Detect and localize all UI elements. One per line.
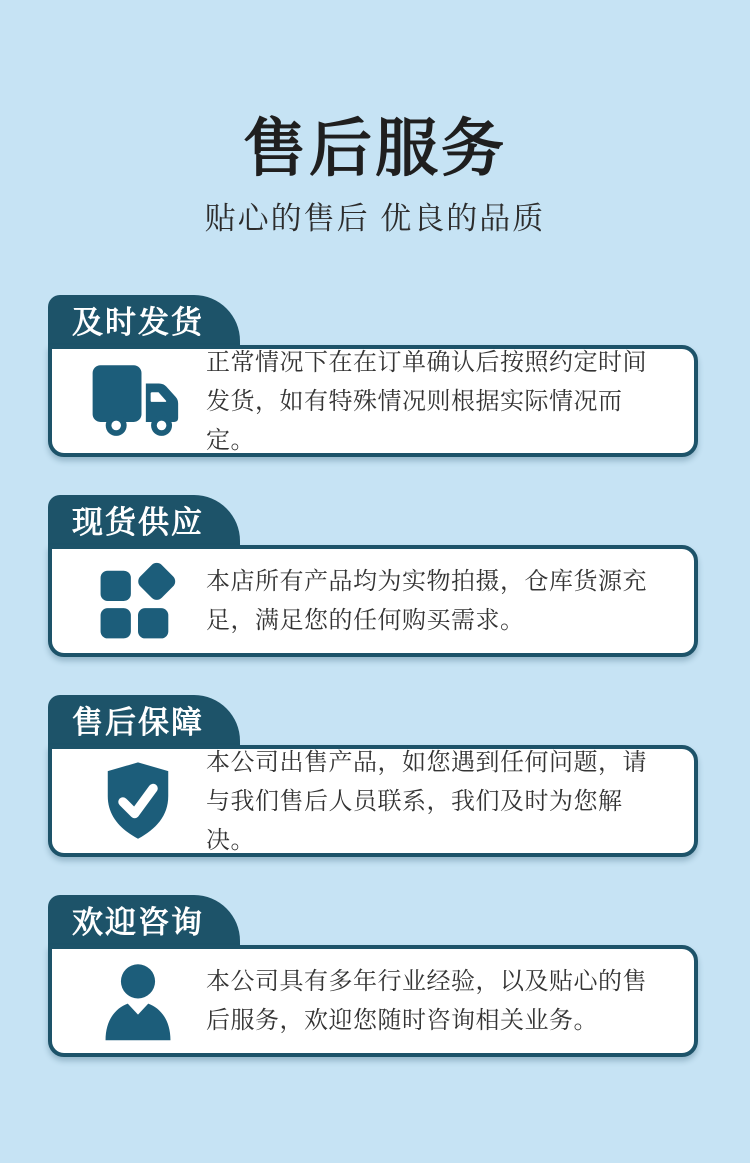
section-description: 本店所有产品均为实物拍摄，仓库货源充足，满足您的任何购买需求。: [206, 568, 647, 634]
section-card: [48, 345, 698, 457]
section-card: [48, 745, 698, 857]
person-icon: [88, 960, 188, 1042]
truck-icon: [88, 361, 188, 441]
section-timely-shipping: [48, 295, 698, 457]
section-tab: [48, 295, 240, 345]
page-subtitle: 贴心的售后 优良的品质: [204, 201, 546, 236]
page-title: 售后服务: [243, 114, 507, 184]
section-description: 本公司具有多年行业经验，以及贴心的售后服务，欢迎您随时咨询相关业务。: [206, 968, 647, 1034]
grid-shapes-icon: [88, 560, 188, 642]
section-description: 本公司出售产品，如您遇到任何问题，请与我们售后人员联系，我们及时为您解决。: [206, 748, 647, 854]
section-tab-label: 售后保障: [72, 704, 204, 740]
section-tab: [48, 895, 240, 945]
section-welcome-inquiry: [48, 895, 698, 1057]
section-tab: [48, 695, 240, 745]
section-tab: [48, 495, 240, 545]
shield-check-icon: [88, 759, 188, 843]
section-card: [48, 945, 698, 1057]
section-tab-label: 欢迎咨询: [72, 904, 204, 940]
section-card: [48, 545, 698, 657]
section-description: 正常情况下在在订单确认后按照约定时间发货，如有特殊情况则根据实际情况而定。: [206, 348, 647, 454]
section-tab-label: 现货供应: [72, 504, 204, 540]
section-stock-supply: [48, 495, 698, 657]
section-tab-label: 及时发货: [72, 304, 204, 340]
section-after-sales-guarantee: [48, 695, 698, 857]
